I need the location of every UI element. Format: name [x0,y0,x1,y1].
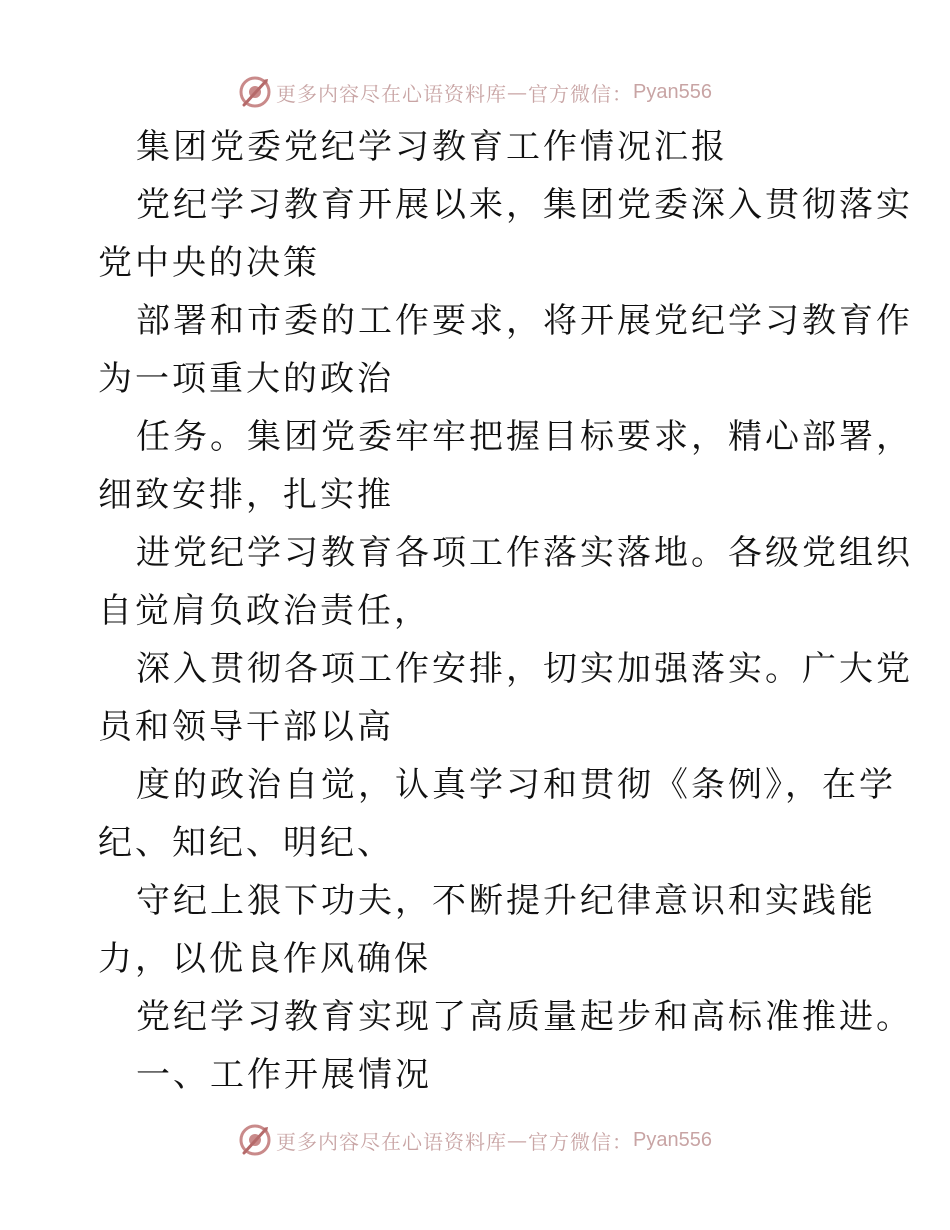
text-line: 进党纪学习教育各项工作落实落地。各级党组织 [136,533,913,573]
watermark-wechat-label: 官方微信： [528,1129,634,1154]
watermark-wechat-id: Pyan556 [633,80,712,103]
text-line: 自觉肩负政治责任， [98,591,431,631]
text-line: 党中央的决策 [98,243,320,283]
text-line: 力，以优良作风确保 [98,939,431,979]
footer-watermark [0,1120,950,1160]
watermark-dash: — [507,80,529,104]
watermark-text: 更多内容尽在心语资料库 [276,1129,508,1154]
document-body [98,118,913,1104]
document-title: 集团党委党纪学习教育工作情况汇报 [136,127,728,167]
text-line: 深入贯彻各项工作安排，切实加强落实。广大党 [136,649,913,689]
text-line: 党纪学习教育实现了高质量起步和高标准推进。 [136,997,913,1037]
text-line: 度的政治自觉，认真学习和贯彻《条例》，在学 [136,765,896,805]
text-line: 党纪学习教育开展以来，集团党委深入贯彻落实 [136,185,913,225]
pen-logo-icon [238,1123,272,1157]
watermark-dash: — [507,1128,529,1152]
text-line: 细致安排，扎实推 [98,475,394,515]
pen-logo-icon [238,75,272,109]
watermark-wechat-label: 官方微信： [528,81,634,106]
header-watermark [0,72,950,112]
text-line: 部署和市委的工作要求，将开展党纪学习教育作 [136,301,913,341]
text-line: 守纪上狠下功夫，不断提升纪律意识和实践能 [136,881,876,921]
watermark-text: 更多内容尽在心语资料库 [276,81,508,106]
text-line: 为一项重大的政治 [98,359,394,399]
text-line: 任务。集团党委牢牢把握目标要求，精心部署， [136,417,913,457]
watermark-wechat-id: Pyan556 [633,1128,712,1151]
text-line: 员和领导干部以高 [98,707,394,747]
text-line: 纪、知纪、明纪、 [98,823,394,863]
section-heading: 一、工作开展情况 [136,1055,432,1095]
